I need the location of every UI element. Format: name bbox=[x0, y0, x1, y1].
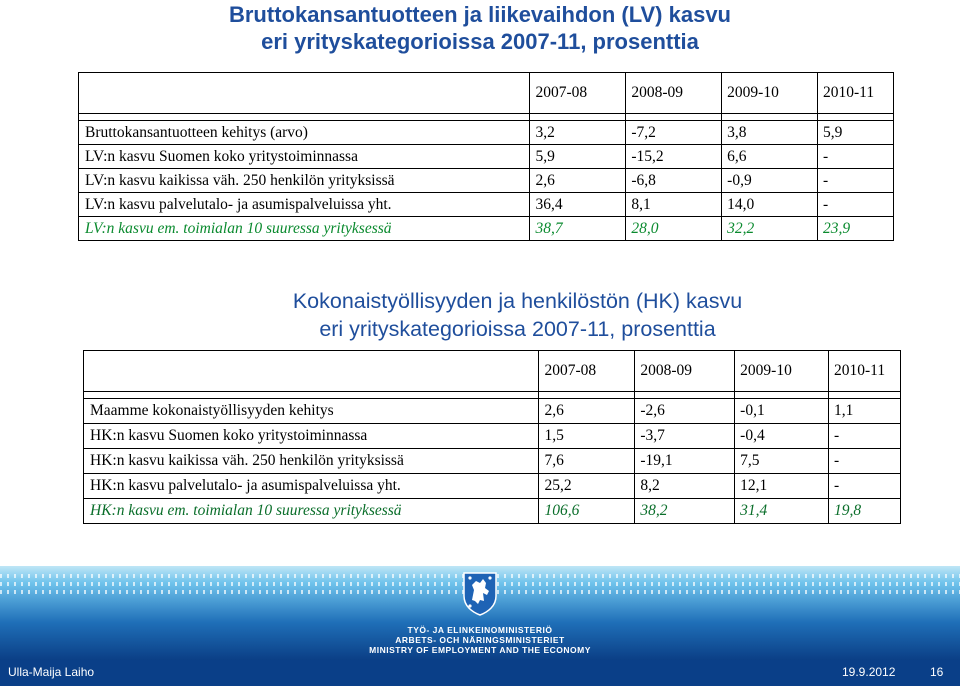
value-cell: 1,5 bbox=[539, 424, 635, 449]
value-cell: 1,1 bbox=[829, 399, 901, 424]
row-label: HK:n kasvu em. toimialan 10 suuressa yrityksessä bbox=[84, 499, 539, 524]
ministry-name-fi: TYÖ- JA ELINKEINOMINISTERIÖ bbox=[407, 625, 553, 635]
value-cell: 31,4 bbox=[735, 499, 829, 524]
value-cell: 7,5 bbox=[735, 449, 829, 474]
value-cell: -0,1 bbox=[735, 399, 829, 424]
value-cell: -2,6 bbox=[635, 399, 735, 424]
value-cell: 32,2 bbox=[722, 217, 818, 241]
header-cell: 2007-08 bbox=[539, 351, 635, 392]
table-row-highlight bbox=[79, 217, 894, 241]
table-row bbox=[84, 474, 901, 499]
value-cell: - bbox=[829, 474, 901, 499]
table-header-row bbox=[79, 73, 894, 114]
value-cell: 8,2 bbox=[635, 474, 735, 499]
row-label: LV:n kasvu Suomen koko yritystoiminnassa bbox=[79, 145, 530, 169]
value-cell: 5,9 bbox=[818, 121, 894, 145]
value-cell: - bbox=[818, 145, 894, 169]
value-cell: 6,6 bbox=[722, 145, 818, 169]
value-cell: 36,4 bbox=[530, 193, 626, 217]
spacer-row bbox=[84, 392, 901, 399]
revenue-growth-table bbox=[78, 72, 894, 241]
finnish-lion-crest-icon bbox=[461, 570, 499, 616]
row-label: LV:n kasvu kaikissa väh. 250 henkilön yrityksissä bbox=[79, 169, 530, 193]
footer-date: 19.9.2012 bbox=[842, 665, 896, 679]
value-cell: -0,4 bbox=[735, 424, 829, 449]
value-cell: 5,9 bbox=[530, 145, 626, 169]
value-cell: - bbox=[829, 424, 901, 449]
ministry-name-en: MINISTRY OF EMPLOYMENT AND THE ECONOMY bbox=[369, 645, 591, 655]
value-cell: -19,1 bbox=[635, 449, 735, 474]
header-cell: 2008-09 bbox=[626, 73, 722, 114]
header-cell: 2009-10 bbox=[722, 73, 818, 114]
section-title-line-1: Kokonaistyöllisyyden ja henkilöstön (HK) kasvu bbox=[292, 289, 743, 313]
value-cell: -3,7 bbox=[635, 424, 735, 449]
value-cell: 7,6 bbox=[539, 449, 635, 474]
value-cell: 12,1 bbox=[735, 474, 829, 499]
header-empty-cell bbox=[79, 73, 530, 114]
value-cell: -6,8 bbox=[626, 169, 722, 193]
value-cell: -7,2 bbox=[626, 121, 722, 145]
table-row-highlight bbox=[84, 499, 901, 524]
row-label: Bruttokansantuotteen kehitys (arvo) bbox=[79, 121, 530, 145]
header-cell: 2010-11 bbox=[818, 73, 894, 114]
header-empty-cell bbox=[84, 351, 539, 392]
footer-page-number: 16 bbox=[930, 665, 944, 679]
section-title-line-2: eri yrityskategorioissa 2007-11, prosenttia bbox=[319, 317, 716, 341]
table-row bbox=[79, 121, 894, 145]
header-cell: 2009-10 bbox=[735, 351, 829, 392]
employment-growth-table bbox=[83, 350, 901, 524]
row-label: Maamme kokonaistyöllisyyden kehitys bbox=[84, 399, 539, 424]
header-cell: 2007-08 bbox=[530, 73, 626, 114]
value-cell: 38,2 bbox=[635, 499, 735, 524]
value-cell: 2,6 bbox=[539, 399, 635, 424]
value-cell: 25,2 bbox=[539, 474, 635, 499]
ministry-name-sv: ARBETS- OCH NÄRINGSMINISTERIET bbox=[395, 635, 565, 645]
table-row bbox=[84, 449, 901, 474]
spacer-row bbox=[79, 114, 894, 121]
value-cell: 23,9 bbox=[818, 217, 894, 241]
table-row bbox=[79, 193, 894, 217]
value-cell: - bbox=[818, 193, 894, 217]
footer-bar bbox=[0, 660, 960, 686]
value-cell: 38,7 bbox=[530, 217, 626, 241]
value-cell: 19,8 bbox=[829, 499, 901, 524]
footer-author: Ulla-Maija Laiho bbox=[8, 665, 95, 679]
row-label: HK:n kasvu kaikissa väh. 250 henkilön yrityksissä bbox=[84, 449, 539, 474]
value-cell: 14,0 bbox=[722, 193, 818, 217]
table-header-row bbox=[84, 351, 901, 392]
value-cell: -0,9 bbox=[722, 169, 818, 193]
value-cell: -15,2 bbox=[626, 145, 722, 169]
value-cell: 2,6 bbox=[530, 169, 626, 193]
value-cell: 3,8 bbox=[722, 121, 818, 145]
row-label: HK:n kasvu palvelutalo- ja asumispalveluissa yht. bbox=[84, 474, 539, 499]
row-label: HK:n kasvu Suomen koko yritystoiminnassa bbox=[84, 424, 539, 449]
title-line-1: Bruttokansantuotteen ja liikevaihdon (LV) kasvu bbox=[228, 2, 731, 27]
table-row bbox=[84, 399, 901, 424]
table-row bbox=[79, 169, 894, 193]
table-row bbox=[84, 424, 901, 449]
value-cell: - bbox=[818, 169, 894, 193]
row-label: LV:n kasvu palvelutalo- ja asumispalveluissa yht. bbox=[79, 193, 530, 217]
value-cell: - bbox=[829, 449, 901, 474]
table-row bbox=[79, 145, 894, 169]
row-label: LV:n kasvu em. toimialan 10 suuressa yrityksessä bbox=[79, 217, 530, 241]
value-cell: 8,1 bbox=[626, 193, 722, 217]
value-cell: 106,6 bbox=[539, 499, 635, 524]
header-cell: 2008-09 bbox=[635, 351, 735, 392]
value-cell: 3,2 bbox=[530, 121, 626, 145]
value-cell: 28,0 bbox=[626, 217, 722, 241]
title-line-2: eri yrityskategorioissa 2007-11, prosenttia bbox=[261, 29, 699, 54]
header-cell: 2010-11 bbox=[829, 351, 901, 392]
